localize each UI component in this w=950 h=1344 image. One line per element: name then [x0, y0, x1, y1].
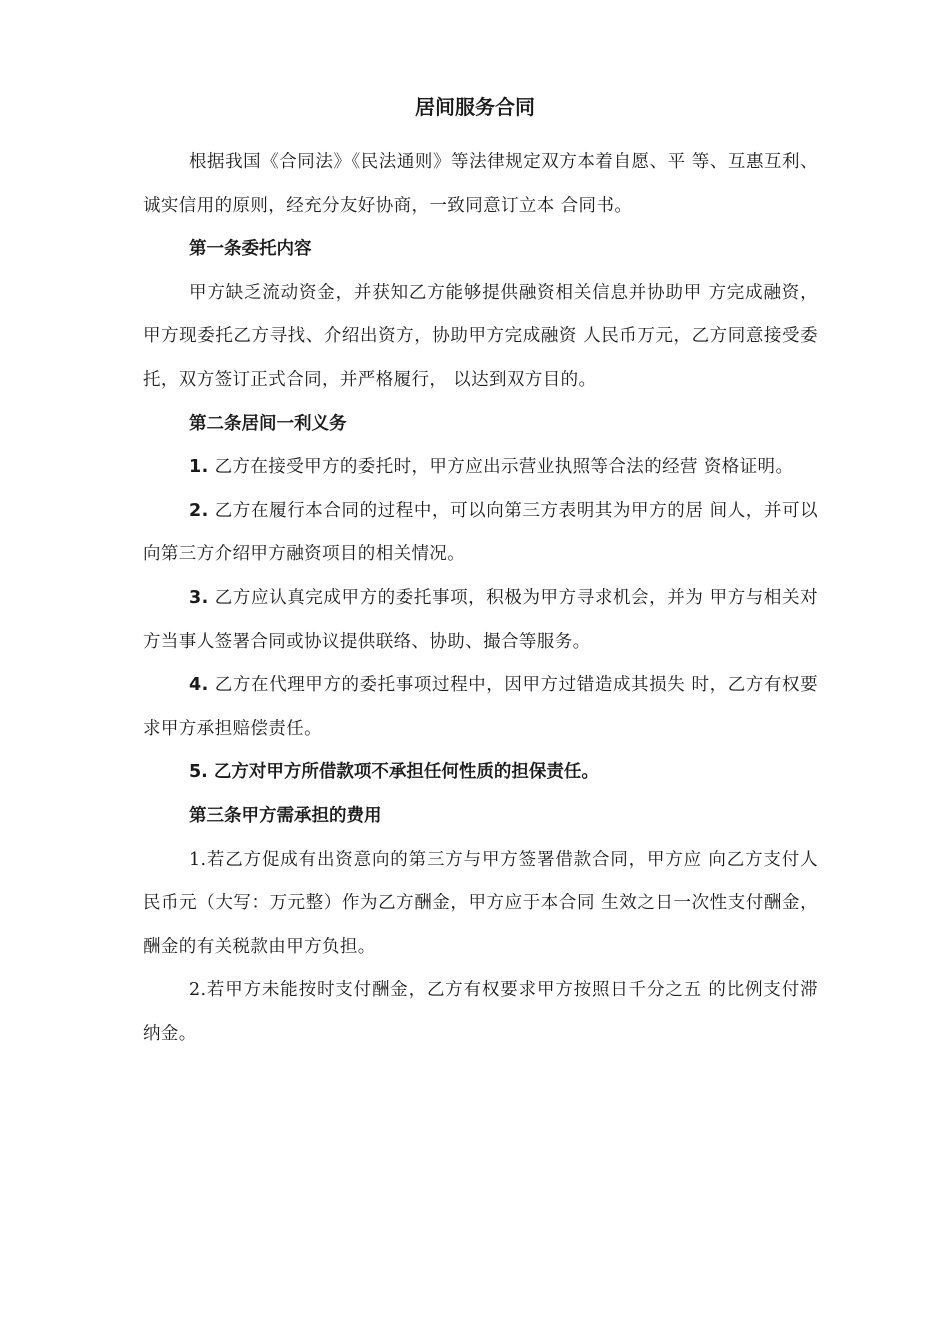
item-text: 乙方在履行本合同的过程中，可以向第三方表明其为甲方的居 间人，并可以向第三方介绍甲方融资项目的相关情况。: [143, 500, 818, 565]
item-text: 乙方在接受甲方的委托时，甲方应出示营业执照等合法的经营 资格证明。: [214, 457, 794, 478]
contract-title: 居间服务合同: [415, 95, 535, 119]
item-number: 1.: [189, 457, 209, 478]
article-2-item-5: 5. 乙方对甲方所借款项不承担任何性质的担保责任。: [189, 762, 599, 783]
article-2-item-4: [143, 664, 818, 751]
article-3-item-1: 1.若乙方促成有出资意向的第三方与甲方签署借款合同，甲方应 向乙方支付人民币元（大写：万元整）作为乙方酬金，甲方应于本合同 生效之日一次性支付酬金，酬金的有关税款由甲方负担。: [143, 849, 818, 957]
article-2-heading: 第二条居间一利义务: [189, 413, 347, 434]
article-2-item-3: [143, 577, 818, 664]
item-text: 乙方应认真完成甲方的委托事项，积极为甲方寻求机会，并为 甲方与相关对方当事人签署合同或协议提供联络、协助、撮合等服务。: [143, 587, 818, 652]
article-1-text: 甲方缺乏流动资金，并获知乙方能够提供融资相关信息并协助甲 方完成融资，甲方现委托乙方寻找、介绍出资方，协助甲方完成融资 人民币万元，乙方同意接受委托，双方签订正式合同，并严格履行， 以达到双方目的。: [143, 282, 818, 390]
article-3-item-2: 2.若甲方未能按时支付酬金，乙方有权要求甲方按照日千分之五 的比例支付滞纳金。: [143, 980, 818, 1044]
article-3-heading: 第三条甲方需承担的费用: [189, 805, 382, 826]
item-number: 2.: [189, 500, 209, 521]
article-1-heading: 第一条委托内容: [189, 239, 312, 260]
item-number: 3.: [189, 587, 209, 608]
item-text: 乙方在代理甲方的委托事项过程中，因甲方过错造成其损失 时，乙方有权要求甲方承担赔偿责任。: [143, 675, 818, 739]
item-number: 4.: [189, 675, 209, 696]
intro-paragraph: 根据我国《合同法》《民法通则》等法律规定双方本着自愿、平 等、互惠互利、诚实信用的原则，经充分友好协商，一致同意订立本 合同书。: [143, 152, 818, 216]
article-2-item-1: [143, 446, 818, 490]
article-2-item-2: [143, 490, 818, 577]
contract-body: [143, 141, 818, 1056]
